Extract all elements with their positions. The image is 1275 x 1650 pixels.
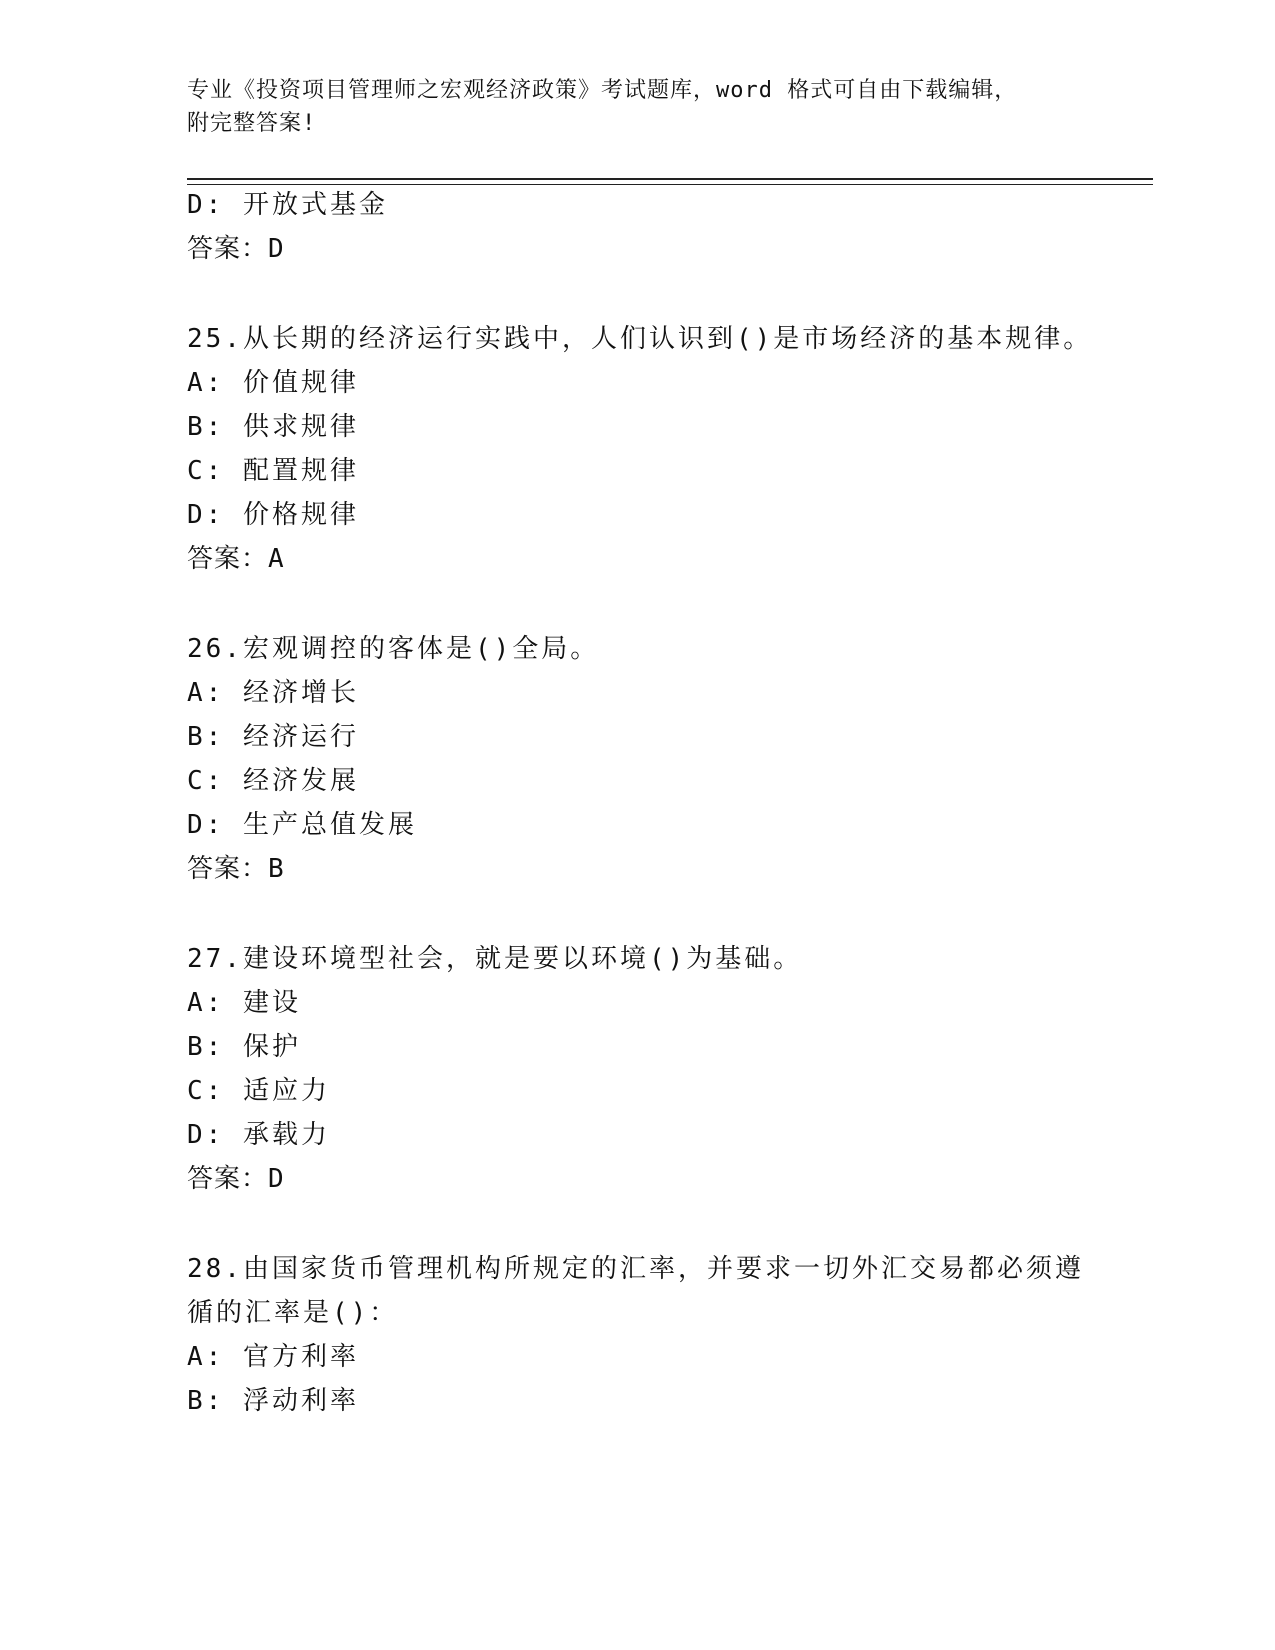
q26-answer (187, 852, 285, 886)
answer-label: 答案： (187, 544, 269, 574)
q26-option-a: A: 经济增长 (187, 678, 359, 708)
header-line-1: 专业《投资项目管理师之宏观经济政策》考试题库，word 格式可自由下载编辑， (187, 78, 1018, 103)
q25-option-c: C: 配置规律 (187, 456, 359, 486)
answer-value: D (268, 234, 285, 264)
q28-option-b: B: 浮动利率 (187, 1386, 359, 1416)
q26-option-b: B: 经济运行 (187, 722, 359, 752)
q28-option-a: A: 官方利率 (187, 1342, 359, 1372)
answer-value: A (268, 544, 285, 574)
q26-option-c: C: 经济发展 (187, 766, 359, 796)
header-line-2: 附完整答案! (187, 111, 317, 136)
q26-stem: 26.宏观调控的客体是()全局。 (187, 634, 600, 664)
q25-stem: 25.从长期的经济运行实践中，人们认识到()是市场经济的基本规律。 (187, 324, 1093, 354)
q25-option-a: A: 价值规律 (187, 368, 359, 398)
q26-option-d: D: 生产总值发展 (187, 810, 417, 840)
answer-value: D (268, 1164, 285, 1194)
q28-stem-line-2: 循的汇率是()： (187, 1298, 399, 1328)
answer-label: 答案： (187, 234, 269, 264)
q24-option-d: D: 开放式基金 (187, 190, 388, 220)
q25-answer (187, 542, 285, 576)
q25-option-d: D: 价格规律 (187, 500, 359, 530)
q27-option-a: A: 建设 (187, 988, 301, 1018)
answer-label: 答案： (187, 854, 269, 884)
header-divider-thin (187, 184, 1153, 185)
q24-answer (187, 232, 285, 266)
answer-value: B (268, 854, 285, 884)
q28-stem-line-1: 28.由国家货币管理机构所规定的汇率，并要求一切外汇交易都必须遵 (187, 1254, 1084, 1284)
q27-stem: 27.建设环境型社会，就是要以环境()为基础。 (187, 944, 803, 974)
document-header (187, 74, 1087, 140)
q25-option-b: B: 供求规律 (187, 412, 359, 442)
q27-option-d: D: 承载力 (187, 1120, 330, 1150)
answer-label: 答案： (187, 1164, 269, 1194)
q27-answer (187, 1162, 285, 1196)
q27-option-b: B: 保护 (187, 1032, 301, 1062)
q27-option-c: C: 适应力 (187, 1076, 330, 1106)
header-divider-thick (187, 178, 1153, 180)
